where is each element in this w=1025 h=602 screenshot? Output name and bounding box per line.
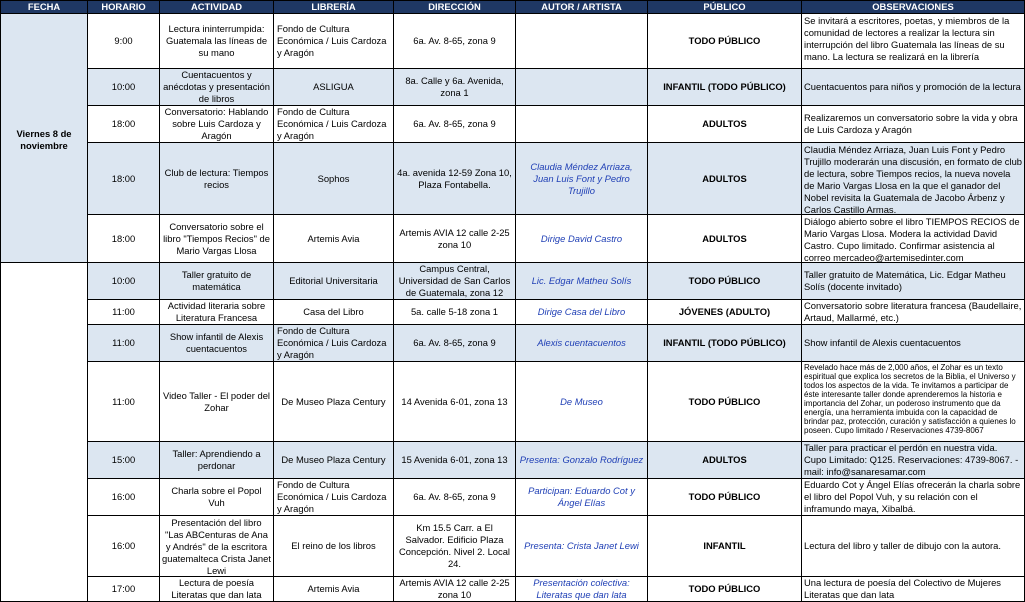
address-cell[interactable]: 5a. calle 5-18 zona 1 xyxy=(394,300,516,325)
author-cell[interactable]: De Museo xyxy=(516,362,648,442)
time-cell[interactable]: 18:00 xyxy=(88,106,160,143)
address-cell[interactable] xyxy=(394,577,516,602)
notes-text: Claudia Méndez Arriaza, Juan Luis Font y Pedro Trujillo moderarán una discusión, en formato de club de lectura, sobre Tiempos recios, la nueva novela de Mario Vargas Llosa en la que el ganador del Nobel revisita la Guatemala de Jacobo Árbenz y Carlos Castillo Armas. xyxy=(804,143,1022,215)
notes-cell[interactable] xyxy=(802,143,1025,215)
table-row xyxy=(1,69,1025,106)
activity-cell[interactable]: Charla sobre el Popol Vuh xyxy=(160,479,274,516)
header-horario[interactable]: HORARIO xyxy=(88,1,160,14)
author-cell[interactable]: Dirige Casa del Libro xyxy=(516,300,648,325)
table-row xyxy=(1,577,1025,602)
address-cell[interactable]: Km 15.5 Carr. a El Salvador. Edificio Plaza Concepción. Nivel 2. Local 24. xyxy=(394,516,516,577)
author-cell[interactable] xyxy=(516,14,648,69)
audience-cell[interactable]: ADULTOS xyxy=(648,143,802,215)
header-autor[interactable]: AUTOR / ARTISTA xyxy=(516,1,648,14)
address-cell[interactable]: 6a. Av. 8-65, zona 9 xyxy=(394,106,516,143)
table-row xyxy=(1,362,1025,442)
store-cell[interactable]: Fondo de Cultura Económica / Luis Cardoza y Aragón xyxy=(274,325,394,362)
time-cell[interactable]: 11:00 xyxy=(88,325,160,362)
author-cell[interactable]: Participan: Eduardo Cot y Ángel Elías xyxy=(516,479,648,516)
header-libreria[interactable]: LIBRERÍA xyxy=(274,1,394,14)
notes-text: Se invitará a escritores, poetas, y miembros de la comunidad de lectores a realizar la lectura sin interrupción del libro Guatemala las líneas de su mano. La lectura se realizará en la librería xyxy=(804,15,1010,62)
time-cell[interactable]: 11:00 xyxy=(88,362,160,442)
activity-cell[interactable] xyxy=(160,516,274,577)
audience-cell[interactable]: TODO PÚBLICO xyxy=(648,577,802,602)
time-cell[interactable]: 11:00 xyxy=(88,300,160,325)
audience-cell[interactable]: INFANTIL xyxy=(648,516,802,577)
table-row xyxy=(1,14,1025,69)
table-row xyxy=(1,263,1025,300)
author-cell[interactable] xyxy=(516,577,648,602)
notes-text: Una lectura de poesía del Colectivo de Mujeres Literatas que dan lata xyxy=(804,577,1001,600)
activity-text: Presentación del libro "Las ABCenturas de Ana y Andrés" de la escritora guatemalteca Crista Janet Lewi xyxy=(162,516,271,576)
audience-cell[interactable]: TODO PÚBLICO xyxy=(648,263,802,300)
header-direccion[interactable]: DIRECCIÓN xyxy=(394,1,516,14)
address-cell[interactable]: Artemis AVIA 12 calle 2-25 zona 10 xyxy=(394,215,516,263)
store-cell[interactable]: Fondo de Cultura Económica / Luis Cardoza y Aragón xyxy=(274,106,394,143)
time-cell[interactable]: 18:00 xyxy=(88,215,160,263)
audience-cell[interactable]: TODO PÚBLICO xyxy=(648,14,802,69)
notes-text: Taller para practicar el perdón en nuestra vida. Cupo Limitado: Q125. Reservaciones: 4739-8067. -mail: info@sanaresamar.com xyxy=(804,442,1019,477)
address-cell[interactable]: 6a. Av. 8-65, zona 9 xyxy=(394,325,516,362)
activity-cell[interactable]: Taller: Aprendiendo a perdonar xyxy=(160,442,274,479)
date-cell-empty[interactable] xyxy=(1,263,88,602)
store-cell[interactable]: Fondo de Cultura Económica / Luis Cardoza y Aragón xyxy=(274,14,394,69)
header-observaciones[interactable]: OBSERVACIONES xyxy=(802,1,1025,14)
store-cell[interactable]: Fondo de Cultura Económica / Luis Cardoza y Aragón xyxy=(274,479,394,516)
time-cell[interactable]: 10:00 xyxy=(88,69,160,106)
store-cell[interactable]: El reino de los libros xyxy=(274,516,394,577)
table-row xyxy=(1,300,1025,325)
activity-cell[interactable] xyxy=(160,577,274,602)
time-cell[interactable]: 9:00 xyxy=(88,14,160,69)
author-cell[interactable]: Presenta: Crista Janet Lewi xyxy=(516,516,648,577)
header-row xyxy=(1,1,1025,14)
audience-cell[interactable]: JÓVENES (ADULTO) xyxy=(648,300,802,325)
store-cell[interactable]: Sophos xyxy=(274,143,394,215)
activity-cell[interactable]: Club de lectura: Tiempos recios xyxy=(160,143,274,215)
time-cell[interactable]: 16:00 xyxy=(88,516,160,577)
notes-cell[interactable]: Taller gratuito de Matemática, Lic. Edgar Matheu Solís (docente invitado) xyxy=(802,263,1025,300)
audience-cell[interactable]: ADULTOS xyxy=(648,442,802,479)
notes-cell[interactable] xyxy=(802,14,1025,69)
address-cell[interactable]: 6a. Av. 8-65, zona 9 xyxy=(394,479,516,516)
table-row xyxy=(1,215,1025,263)
address-cell[interactable]: 15 Avenida 6-01, zona 13 xyxy=(394,442,516,479)
store-cell[interactable]: Artemis Avia xyxy=(274,215,394,263)
header-fecha[interactable]: FECHA xyxy=(1,1,88,14)
notes-text: Diálogo abierto sobre el libro TIEMPOS RECIOS de Mario Vargas Llosa. Modera la actividad David Castro. Cupo limitado. Confirmar asistencia al correo mercadeo@artemisedinter.com xyxy=(804,215,1020,263)
time-cell[interactable]: 10:00 xyxy=(88,263,160,300)
activity-cell[interactable]: Lectura ininterrumpida: Guatemala las líneas de su mano xyxy=(160,14,274,69)
audience-cell[interactable]: INFANTIL (TODO PÚBLICO) xyxy=(648,325,802,362)
time-cell[interactable]: 17:00 xyxy=(88,577,160,602)
activity-cell[interactable]: Actividad literaria sobre Literatura Francesa xyxy=(160,300,274,325)
table-row xyxy=(1,143,1025,215)
time-cell[interactable]: 15:00 xyxy=(88,442,160,479)
notes-cell[interactable] xyxy=(802,300,1025,325)
notes-cell[interactable]: Realizaremos un conversatorio sobre la vida y obra de Luis Cardoza y Aragón xyxy=(802,106,1025,143)
author-text: Presentación colectiva: Literatas que dan lata xyxy=(533,577,630,600)
activity-cell[interactable]: Taller gratuito de matemática xyxy=(160,263,274,300)
notes-cell[interactable] xyxy=(802,479,1025,516)
address-cell[interactable]: Campus Central, Universidad de San Carlos de Guatemala, zona 12 xyxy=(394,263,516,300)
author-cell[interactable]: Presenta: Gonzalo Rodríguez xyxy=(516,442,648,479)
store-cell[interactable]: Casa del Libro xyxy=(274,300,394,325)
activity-cell[interactable]: Cuentacuentos y anécdotas y presentación de libros xyxy=(160,69,274,106)
author-cell[interactable] xyxy=(516,69,648,106)
store-cell[interactable]: Artemis Avia xyxy=(274,577,394,602)
date-cell[interactable]: Viernes 8 de noviembre xyxy=(1,14,88,263)
audience-cell[interactable]: INFANTIL (TODO PÚBLICO) xyxy=(648,69,802,106)
notes-cell[interactable] xyxy=(802,577,1025,602)
table-row xyxy=(1,325,1025,362)
store-cell[interactable]: De Museo Plaza Century xyxy=(274,442,394,479)
activity-cell[interactable]: Conversatorio: Hablando sobre Luis Cardoza y Aragón xyxy=(160,106,274,143)
notes-cell[interactable]: Lectura del libro y taller de dibujo con la autora. xyxy=(802,516,1025,577)
store-cell[interactable]: Editorial Universitaria xyxy=(274,263,394,300)
author-cell[interactable]: Alexis cuentacuentos xyxy=(516,325,648,362)
audience-cell[interactable]: TODO PÚBLICO xyxy=(648,479,802,516)
activity-cell[interactable]: Show infantil de Alexis cuentacuentos xyxy=(160,325,274,362)
activity-cell[interactable]: Video Taller - El poder del Zohar xyxy=(160,362,274,442)
activity-cell[interactable]: Conversatorio sobre el libro "Tiempos Recios" de Mario Vargas Llosa xyxy=(160,215,274,263)
address-text: Artemis AVIA 12 calle 2-25 zona 10 xyxy=(399,577,510,600)
table-row xyxy=(1,442,1025,479)
address-cell[interactable]: 4a. avenida 12-59 Zona 10, Plaza Fontabella. xyxy=(394,143,516,215)
store-cell[interactable]: De Museo Plaza Century xyxy=(274,362,394,442)
notes-text: Conversatorio sobre literatura francesa (Baudellaire, Artaud, Mallarmé, etc.) xyxy=(804,300,1022,323)
author-cell[interactable]: Lic. Edgar Matheu Solís xyxy=(516,263,648,300)
notes-text: Eduardo Cot y Ángel Elías ofrecerán la charla sobre el libro del Popol Vuh, y su relación con el inframundo maya, Xibalbá. xyxy=(804,479,1021,514)
time-cell[interactable]: 16:00 xyxy=(88,479,160,516)
table-row xyxy=(1,516,1025,577)
author-cell[interactable]: Claudia Méndez Arriaza, Juan Luis Font y Pedro Trujillo xyxy=(516,143,648,215)
address-cell[interactable]: 6a. Av. 8-65, zona 9 xyxy=(394,14,516,69)
table-row xyxy=(1,106,1025,143)
audience-cell[interactable]: TODO PÚBLICO xyxy=(648,362,802,442)
notes-cell[interactable]: Cuentacuentos para niños y promoción de la lectura xyxy=(802,69,1025,106)
audience-cell[interactable]: ADULTOS xyxy=(648,106,802,143)
author-cell[interactable] xyxy=(516,106,648,143)
author-cell[interactable]: Dirige David Castro xyxy=(516,215,648,263)
notes-cell[interactable] xyxy=(802,442,1025,479)
activity-text: Lectura de poesía Literatas que dan lata xyxy=(171,577,262,600)
notes-cell[interactable]: Show infantil de Alexis cuentacuentos xyxy=(802,325,1025,362)
table-row xyxy=(1,479,1025,516)
notes-cell[interactable] xyxy=(802,215,1025,263)
time-cell[interactable]: 18:00 xyxy=(88,143,160,215)
store-cell[interactable]: ASLIGUA xyxy=(274,69,394,106)
audience-cell[interactable]: ADULTOS xyxy=(648,215,802,263)
address-cell[interactable]: 14 Avenida 6-01, zona 13 xyxy=(394,362,516,442)
address-cell[interactable]: 8a. Calle y 6a. Avenida, zona 1 xyxy=(394,69,516,106)
header-publico[interactable]: PÚBLICO xyxy=(648,1,802,14)
notes-text: Revelado hace más de 2,000 años, el Zohar es un texto espiritual que explica los secretos de la Biblia, el Universo y todos los aspectos de la vida. Te invitamos a participar de éste interesante taller donde aprenderemos la historia e importancia del Zohar, un poderoso instrumento que da energía, una herramienta imbuida con la capacidad de brindar paz, protección, curación y satisfacción a quienes lo poseen. Cupo limitado / Reservaciones 4739-8067 xyxy=(804,362,1016,435)
header-actividad[interactable]: ACTIVIDAD xyxy=(160,1,274,14)
notes-cell[interactable] xyxy=(802,362,1025,442)
